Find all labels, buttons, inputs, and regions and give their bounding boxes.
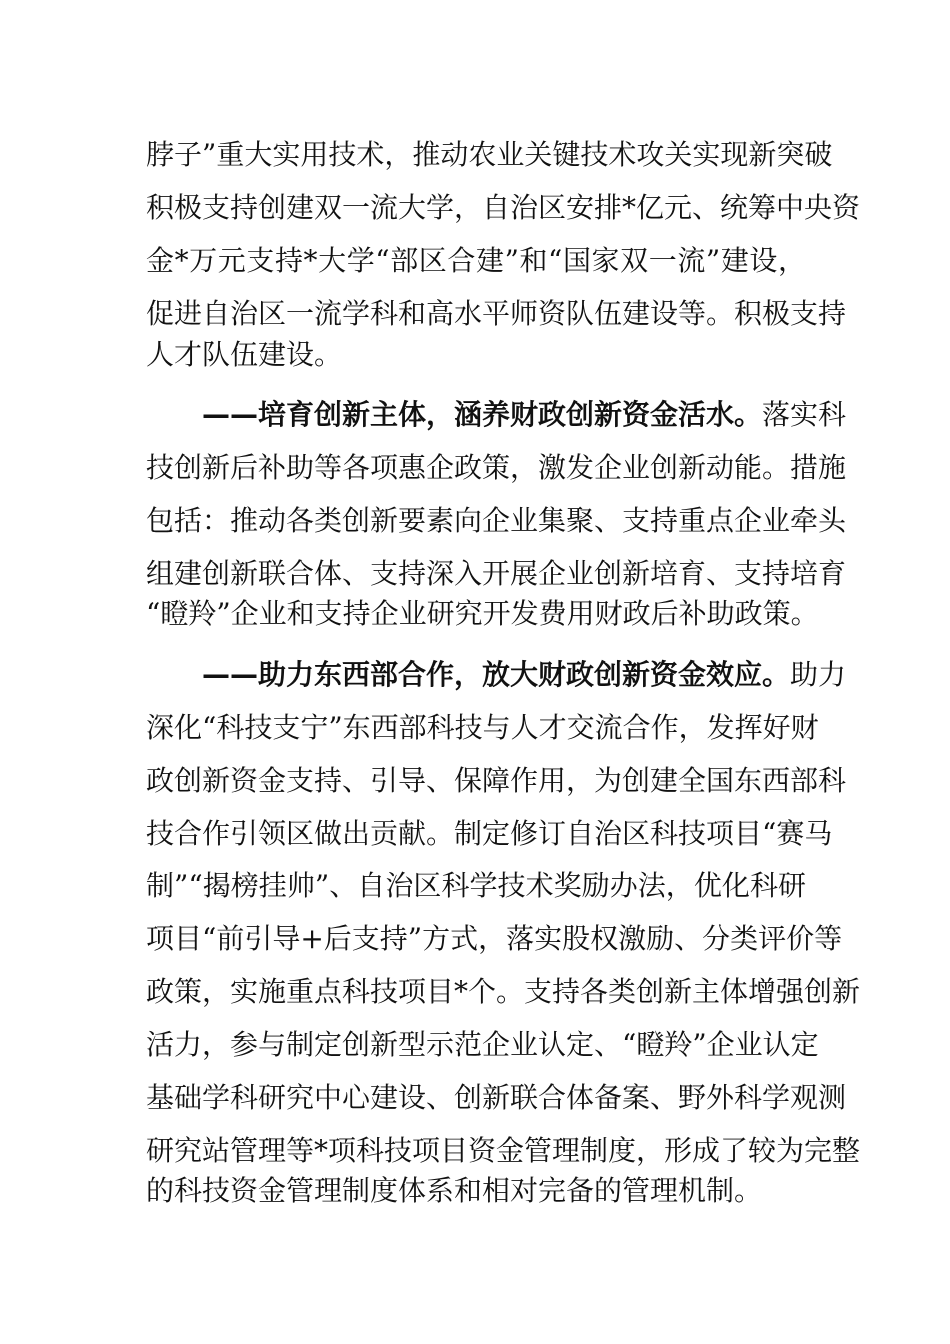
text-line: 活力，参与制定创新型示范企业认定、“瞪羚”企业认定 bbox=[146, 1028, 819, 1061]
text-line: 脖子”重大实用技术，推动农业关键技术攻关实现新突破 bbox=[146, 138, 833, 171]
text-line-content: 人才队伍建设。 bbox=[146, 338, 343, 371]
text-line-content: “瞪羚”企业和支持企业研究开发费用财政后补助政策。 bbox=[146, 597, 819, 630]
text-line: 政策，实施重点科技项目*个。支持各类创新主体增强创新 bbox=[146, 975, 861, 1008]
text-line: 金*万元支持*大学“部区合建”和“国家双一流”建设， bbox=[146, 244, 806, 277]
heading-line-rest: 落实科 bbox=[762, 398, 847, 431]
text-line: 技合作引领区做出贡献。制定修订自治区科技项目“赛马 bbox=[146, 817, 833, 850]
text-line: 制”“揭榜挂帅”、自治区科学技术奖励办法，优化科研 bbox=[146, 869, 806, 902]
text-line bbox=[146, 1171, 806, 1211]
text-line: 研究站管理等*项科技项目资金管理制度，形成了较为完整 bbox=[146, 1134, 861, 1167]
text-line bbox=[146, 335, 806, 375]
section-heading: ——培育创新主体，涵养财政创新资金活水。 bbox=[202, 398, 763, 431]
paragraph-first-line bbox=[202, 395, 847, 435]
text-line: 组建创新联合体、支持深入开展企业创新培育、支持培育 bbox=[146, 557, 847, 590]
text-line: 积极支持创建双一流大学，自治区安排*亿元、统筹中央资 bbox=[146, 191, 861, 224]
text-line: 基础学科研究中心建设、创新联合体备案、野外科学观测 bbox=[146, 1081, 847, 1114]
text-line: 促进自治区一流学科和高水平师资队伍建设等。积极支持 bbox=[146, 297, 847, 330]
text-line-content: 的科技资金管理制度体系和相对完备的管理机制。 bbox=[146, 1174, 763, 1207]
heading-line-rest: 助力 bbox=[790, 658, 847, 691]
paragraph-first-line bbox=[202, 655, 847, 695]
text-line: 项目“前引导+后支持”方式，落实股权激励、分类评价等 bbox=[146, 922, 843, 955]
text-line: 包括：推动各类创新要素向企业集聚、支持重点企业牵头 bbox=[146, 504, 847, 537]
text-line: 技创新后补助等各项惠企政策，激发企业创新动能。措施 bbox=[146, 451, 847, 484]
section-heading: ——助力东西部合作，放大财政创新资金效应。 bbox=[202, 658, 791, 691]
text-line: 深化“科技支宁”东西部科技与人才交流合作，发挥好财 bbox=[146, 711, 819, 744]
text-line: 政创新资金支持、引导、保障作用，为创建全国东西部科 bbox=[146, 764, 847, 797]
text-line bbox=[146, 594, 819, 634]
